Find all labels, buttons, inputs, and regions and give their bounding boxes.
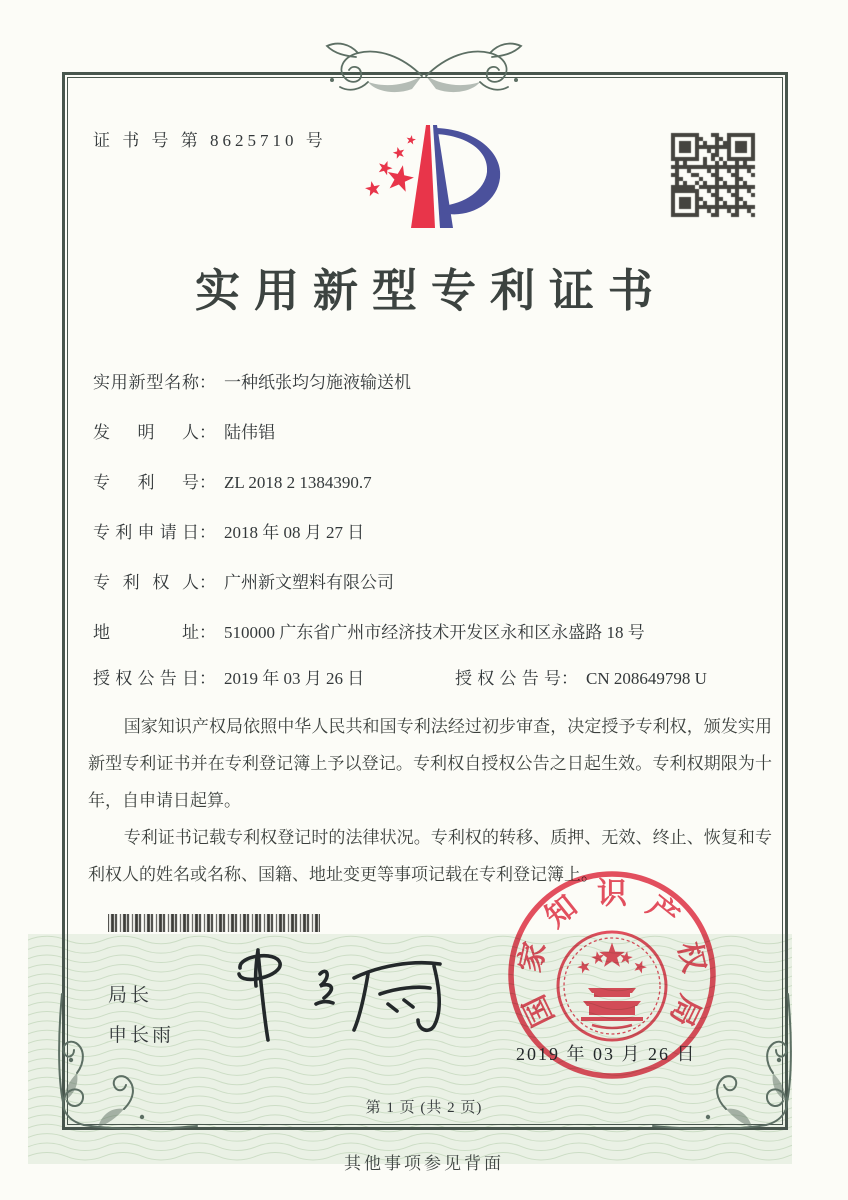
footer-note: 其他事项参见背面 [344,1154,504,1173]
field-value: 2018 年 08 月 27 日 [224,523,365,542]
legal-paragraph-1: 国家知识产权局依照中华人民共和国专利法经过初步审查，决定授予专利权，颁发实用新型专利证书并在专利登记簿上予以登记。专利权自授权公告之日起生效。专利权期限为十年，自申请日起算。 [88,717,772,810]
field-colon: ： [561,669,578,688]
field-label: 专利权人 [93,573,199,592]
svg-text:识: 识 [597,877,627,911]
field-value: ZL 2018 2 1384390.7 [224,473,372,492]
field-value: 广州新文塑料有限公司 [224,573,394,592]
grant-info-row [93,664,773,689]
svg-text:国: 国 [517,989,561,1032]
svg-text:局: 局 [663,989,707,1032]
grant-number-field [455,664,707,689]
field-colon: ： [199,573,216,592]
certificate-title: 实用新型专利证书 [194,266,667,316]
field-colon: ： [199,423,216,442]
cnipa-logo-icon [352,120,507,235]
field-value: 510000 广东省广州市经济技术开发区永和区永盛路 18 号 [224,623,645,642]
field-colon: ： [199,473,216,492]
field-colon: ： [199,373,216,392]
field-label: 地址 [93,623,199,642]
signer-title: 局长 [108,985,153,1006]
field-colon: ： [199,669,216,688]
svg-text:产: 产 [640,889,685,935]
page-number: 第 1 页 (共 2 页) [365,1100,483,1116]
barcode-icon [108,914,320,932]
field-list [93,368,773,668]
field-colon: ： [199,523,216,542]
svg-text:家: 家 [513,938,553,976]
handwritten-signature-icon [212,938,452,1053]
field-value: CN 208649798 U [586,669,707,688]
field-row-inventor [93,418,773,468]
field-colon: ： [199,623,216,642]
top-center-flourish-ornament [322,40,526,104]
field-value: 一种纸张均匀施液输送机 [224,373,411,392]
field-label: 发明人 [93,423,199,442]
field-row-filing-date [93,518,773,568]
field-row-utility-model-name [93,368,773,418]
legal-paragraph-2: 专利证书记载专利权登记时的法律状况。专利权的转移、质押、无效、终止、恢复和专利权人的姓名或名称、国籍、地址变更等事项记载在专利登记簿上。 [88,828,772,884]
field-label: 授权公告号 [455,669,561,688]
field-label: 专利号 [93,473,199,492]
field-value: 陆伟锠 [224,423,275,442]
field-label: 专利申请日 [93,523,199,542]
qr-code-icon [668,130,758,220]
signer-name: 申长雨 [108,1025,175,1046]
field-row-address [93,618,773,668]
field-label: 授权公告日 [93,669,199,688]
field-row-patentee [93,568,773,618]
grant-date-field [93,664,455,689]
seal-date: 2019 年 03 月 26 日 [516,1044,697,1064]
svg-text:知: 知 [539,889,584,935]
svg-text:权: 权 [671,938,711,976]
field-value: 2019 年 03 月 26 日 [224,669,365,688]
signer-block [108,976,174,1056]
field-row-patent-number [93,468,773,518]
certificate-number: 证 书 号 第 8625710 号 [93,131,327,150]
field-label: 实用新型名称 [93,373,199,392]
